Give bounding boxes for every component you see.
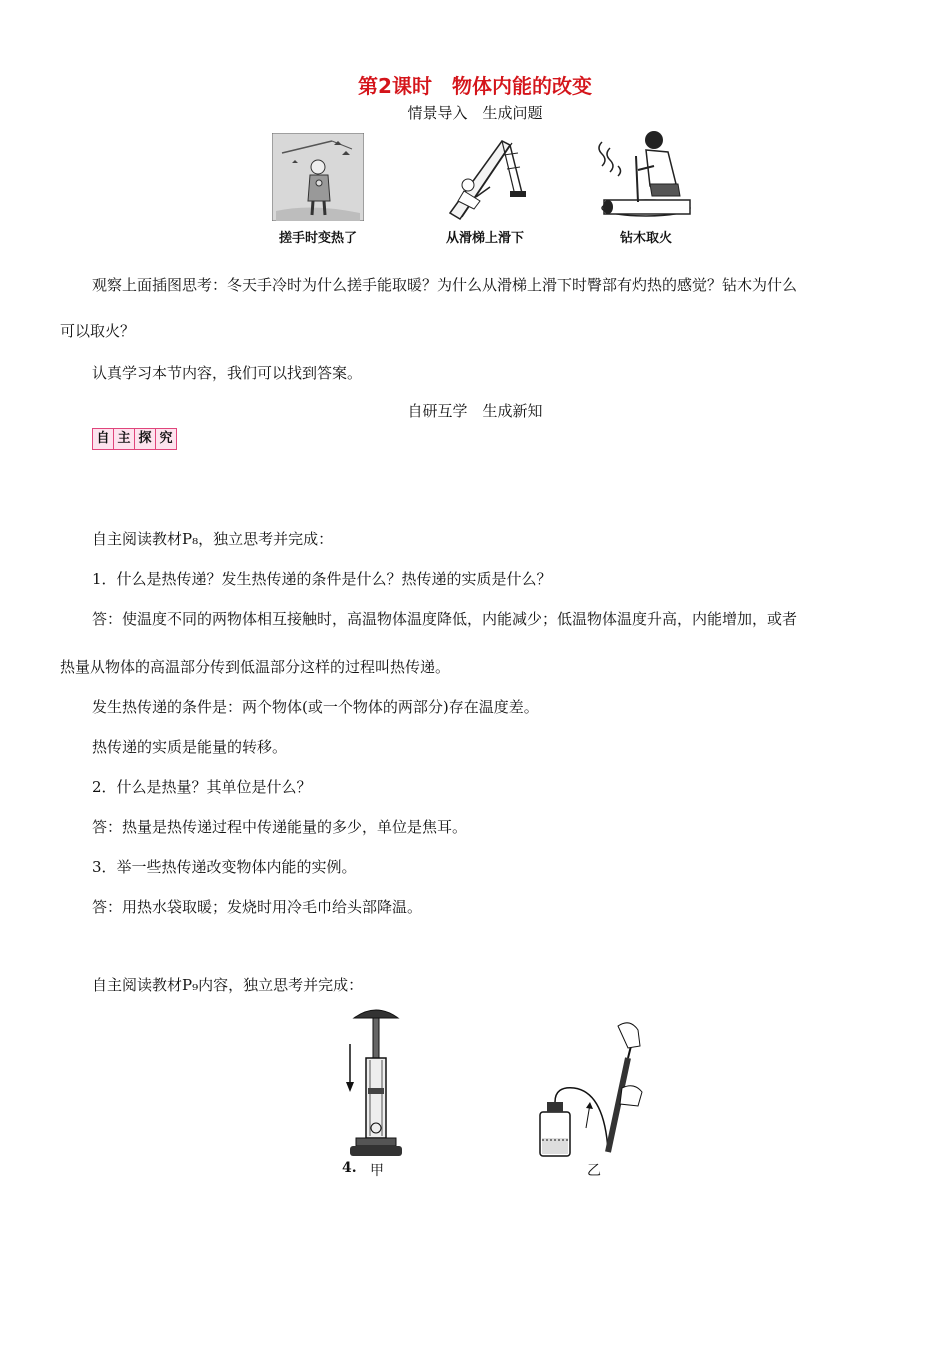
answer-2: 答：热量是热传递过程中传递能量的多少，单位是焦耳。: [92, 818, 468, 836]
figure-label-jia: 甲: [370, 1163, 384, 1179]
caption-rubbing-hands: 搓手时变热了: [278, 231, 357, 246]
intro-paragraph-line1: 观察上面插图思考：冬天手冷时为什么搓手能取暖？为什么从滑梯上滑下时臀部有灼热的感觉？钻木为什么: [92, 276, 798, 294]
answer-3: 答：用热水袋取暖；发烧时用冷毛巾给头部降温。: [92, 898, 423, 916]
answer-1-line1: 答：使温度不同的两物体相互接触时，高温物体温度降低，内能减少；低温物体温度升高，内能增加，或者: [92, 610, 798, 628]
self-study-badge: [92, 428, 177, 450]
section-heading-intro: 情景导入 生成问题: [407, 104, 543, 122]
answer-1-line2: 热量从物体的高温部分传到低温部分这样的过程叫热传递。: [60, 658, 451, 676]
bottle-pump-illustration: [534, 1018, 652, 1160]
section-heading-study: 自研互学 生成新知: [407, 402, 543, 420]
badge-char: 主: [114, 429, 135, 449]
drilling-wood-fire-illustration: [596, 126, 692, 222]
rubbing-hands-illustration: [272, 133, 364, 221]
badge-char: 探: [135, 429, 156, 449]
question-1: 1．什么是热传递？发生热传递的条件是什么？热传递的实质是什么？: [92, 570, 552, 588]
figure-label-yi: 乙: [587, 1163, 601, 1179]
caption-drilling-wood: 钻木取火: [619, 231, 672, 246]
question-2: 2．什么是热量？其单位是什么？: [92, 778, 312, 796]
badge-char: 究: [159, 431, 173, 446]
figure-number: 4.: [342, 1160, 357, 1176]
answer-1-condition: 发生热传递的条件是：两个物体(或一个物体的两部分)存在温度差。: [92, 698, 539, 716]
block2-lead: 自主阅读教材P₉内容，独立思考并完成：: [92, 976, 364, 994]
block1-lead: 自主阅读教材P₈，独立思考并完成：: [92, 530, 334, 548]
slide-illustration: [440, 131, 530, 223]
caption-slide: 从滑梯上滑下: [445, 231, 524, 246]
page-title: 第2课时 物体内能的改变: [358, 74, 592, 98]
answer-1-essence: 热传递的实质是能量的转移。: [92, 738, 288, 756]
question-3: 3．举一些热传递改变物体内能的实例。: [92, 858, 357, 876]
intro-paragraph-line2: 可以取火？: [60, 322, 136, 340]
intro-paragraph-line3: 认真学习本节内容，我们可以找到答案。: [92, 364, 363, 382]
air-compression-cylinder-illustration: [342, 1004, 410, 1158]
badge-char: 自: [93, 429, 114, 449]
